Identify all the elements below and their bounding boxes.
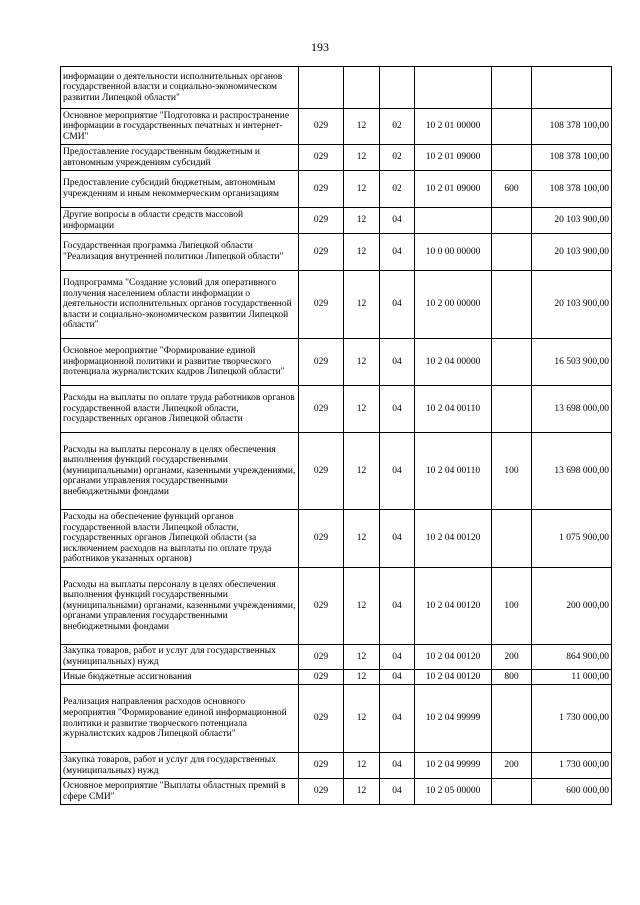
row-expense-type xyxy=(492,208,532,234)
row-code: 029 xyxy=(299,779,344,805)
row-expense-type: 100 xyxy=(492,433,532,510)
row-code: 029 xyxy=(299,171,344,208)
table-row xyxy=(61,779,612,805)
row-expense-type xyxy=(492,67,532,109)
row-sum: 600 000,00 xyxy=(532,779,612,805)
table-row xyxy=(61,109,612,145)
row-section: 12 xyxy=(344,339,380,386)
row-code: 029 xyxy=(299,271,344,339)
row-expense-type xyxy=(492,234,532,271)
budget-table xyxy=(60,66,612,805)
row-expense-type: 200 xyxy=(492,645,532,670)
row-target: 10 2 04 99999 xyxy=(415,753,492,779)
row-name: Основное мероприятие "Выплаты областных премий в сфере СМИ" xyxy=(61,779,299,805)
row-subsection: 04 xyxy=(380,670,415,685)
row-section: 12 xyxy=(344,779,380,805)
row-name: Расходы на выплаты персоналу в целях обеспечения выполнения функций государственными (муниципальными) органами, казенными учреждениями, органами управления государственными внебюджетными фондами xyxy=(61,433,299,510)
row-code: 029 xyxy=(299,208,344,234)
row-section: 12 xyxy=(344,645,380,670)
row-expense-type xyxy=(492,339,532,386)
row-name: Основное мероприятие "Формирование единой информационной политики и развитие творческого потенциала журналистских кадров Липецкой области" xyxy=(61,339,299,386)
row-code: 029 xyxy=(299,670,344,685)
table-row xyxy=(61,339,612,386)
table-row xyxy=(61,208,612,234)
row-target: 10 0 00 00000 xyxy=(415,234,492,271)
row-expense-type: 100 xyxy=(492,568,532,645)
row-subsection: 04 xyxy=(380,645,415,670)
row-target: 10 2 04 00110 xyxy=(415,433,492,510)
row-target: 10 2 04 99999 xyxy=(415,685,492,753)
row-code: 029 xyxy=(299,433,344,510)
row-section: 12 xyxy=(344,208,380,234)
row-sum: 13 698 000,00 xyxy=(532,386,612,433)
table-row xyxy=(61,234,612,271)
row-subsection: 04 xyxy=(380,753,415,779)
row-name: информации о деятельности исполнительных органов государственной власти и социально-экономическом развитии Липецкой области" xyxy=(61,67,299,109)
row-sum: 20 103 900,00 xyxy=(532,234,612,271)
row-subsection: 04 xyxy=(380,433,415,510)
row-name: Государственная программа Липецкой области "Реализация внутренней политики Липецкой области" xyxy=(61,234,299,271)
row-sum: 108 378 100,00 xyxy=(532,171,612,208)
row-code: 029 xyxy=(299,685,344,753)
row-target: 10 2 04 00110 xyxy=(415,386,492,433)
row-name: Предоставление государственным бюджетным и автономным учреждениям субсидий xyxy=(61,145,299,171)
row-code: 029 xyxy=(299,386,344,433)
row-target: 10 2 04 00120 xyxy=(415,645,492,670)
table-row xyxy=(61,753,612,779)
row-section: 12 xyxy=(344,386,380,433)
row-target: 10 2 01 00000 xyxy=(415,109,492,145)
row-section: 12 xyxy=(344,145,380,171)
row-expense-type xyxy=(492,779,532,805)
row-expense-type xyxy=(492,109,532,145)
row-subsection: 04 xyxy=(380,208,415,234)
row-sum: 20 103 900,00 xyxy=(532,208,612,234)
row-subsection: 04 xyxy=(380,234,415,271)
row-sum: 16 503 900,00 xyxy=(532,339,612,386)
row-subsection: 02 xyxy=(380,109,415,145)
row-code: 029 xyxy=(299,145,344,171)
row-name: Расходы на выплаты по оплате труда работников органов государственной власти Липецкой области, государственных органов Липецкой области xyxy=(61,386,299,433)
row-section: 12 xyxy=(344,109,380,145)
row-section: 12 xyxy=(344,171,380,208)
row-section: 12 xyxy=(344,433,380,510)
row-sum: 200 000,00 xyxy=(532,568,612,645)
row-code: 029 xyxy=(299,109,344,145)
table-row xyxy=(61,685,612,753)
row-sum: 1 730 000,00 xyxy=(532,685,612,753)
row-name: Иные бюджетные ассигнования xyxy=(61,670,299,685)
row-target: 10 2 04 00120 xyxy=(415,510,492,568)
row-sum: 1 075 900,00 xyxy=(532,510,612,568)
row-target: 10 2 01 09000 xyxy=(415,145,492,171)
row-name: Закупка товаров, работ и услуг для государственных (муниципальных) нужд xyxy=(61,753,299,779)
row-subsection: 04 xyxy=(380,779,415,805)
row-sum: 1 730 000,00 xyxy=(532,753,612,779)
table-row xyxy=(61,67,612,109)
row-sum: 20 103 900,00 xyxy=(532,271,612,339)
row-expense-type xyxy=(492,386,532,433)
row-name: Расходы на выплаты персоналу в целях обеспечения выполнения функций государственными (муниципальными) органами, казенными учреждениями, органами управления государственными внебюджетными фондами xyxy=(61,568,299,645)
row-section: 12 xyxy=(344,670,380,685)
row-subsection: 04 xyxy=(380,568,415,645)
row-expense-type xyxy=(492,510,532,568)
row-code: 029 xyxy=(299,645,344,670)
row-target: 10 2 04 00000 xyxy=(415,339,492,386)
row-subsection xyxy=(380,67,415,109)
row-name: Другие вопросы в области средств массовой информации xyxy=(61,208,299,234)
row-name: Реализация направления расходов основного мероприятия "Формирование единой информационной политики и развитие творческого потенциала журналистских кадров Липецкой области" xyxy=(61,685,299,753)
row-expense-type xyxy=(492,685,532,753)
row-code: 029 xyxy=(299,234,344,271)
row-code: 029 xyxy=(299,753,344,779)
table-row xyxy=(61,510,612,568)
table-row xyxy=(61,271,612,339)
row-target: 10 2 05 00000 xyxy=(415,779,492,805)
table-row xyxy=(61,386,612,433)
row-section: 12 xyxy=(344,234,380,271)
row-target xyxy=(415,67,492,109)
row-target: 10 2 04 00120 xyxy=(415,568,492,645)
row-section: 12 xyxy=(344,271,380,339)
row-section: 12 xyxy=(344,753,380,779)
table-row xyxy=(61,145,612,171)
row-section xyxy=(344,67,380,109)
page-number: 193 xyxy=(311,40,329,54)
row-code: 029 xyxy=(299,339,344,386)
row-section: 12 xyxy=(344,568,380,645)
row-subsection: 04 xyxy=(380,271,415,339)
row-name: Закупка товаров, работ и услуг для государственных (муниципальных) нужд xyxy=(61,645,299,670)
table-row xyxy=(61,433,612,510)
table-row xyxy=(61,645,612,670)
row-section: 12 xyxy=(344,510,380,568)
row-subsection: 04 xyxy=(380,685,415,753)
row-subsection: 02 xyxy=(380,145,415,171)
row-section: 12 xyxy=(344,685,380,753)
row-subsection: 04 xyxy=(380,339,415,386)
row-sum: 108 378 100,00 xyxy=(532,145,612,171)
row-code: 029 xyxy=(299,568,344,645)
row-sum: 11 000,00 xyxy=(532,670,612,685)
row-expense-type: 200 xyxy=(492,753,532,779)
row-code xyxy=(299,67,344,109)
row-target: 10 2 01 09000 xyxy=(415,171,492,208)
table-row xyxy=(61,171,612,208)
row-expense-type: 600 xyxy=(492,171,532,208)
row-code: 029 xyxy=(299,510,344,568)
row-expense-type xyxy=(492,145,532,171)
row-target: 10 2 00 00000 xyxy=(415,271,492,339)
row-subsection: 02 xyxy=(380,171,415,208)
row-expense-type xyxy=(492,271,532,339)
row-sum xyxy=(532,67,612,109)
row-expense-type: 800 xyxy=(492,670,532,685)
row-target xyxy=(415,208,492,234)
row-name: Подпрограмма "Создание условий для оперативного получения населением области информации о деятельности исполнительных органов государственной власти и социально-экономическом развитии Липецкой области" xyxy=(61,271,299,339)
row-name: Предоставление субсидий бюджетным, автономным учреждениям и иным некоммерческим организациям xyxy=(61,171,299,208)
table-row xyxy=(61,670,612,685)
table-row xyxy=(61,568,612,645)
row-subsection: 04 xyxy=(380,510,415,568)
row-name: Расходы на обеспечение функций органов государственной власти Липецкой области, государственных органов Липецкой области (за исключением расходов на выплаты по оплате труда работников указанных органов) xyxy=(61,510,299,568)
row-sum: 108 378 100,00 xyxy=(532,109,612,145)
row-sum: 13 698 000,00 xyxy=(532,433,612,510)
row-sum: 864 900,00 xyxy=(532,645,612,670)
row-subsection: 04 xyxy=(380,386,415,433)
row-target: 10 2 04 00120 xyxy=(415,670,492,685)
row-name: Основное мероприятие "Подготовка и распространение информации в государственных печатных и интернет-СМИ" xyxy=(61,109,299,145)
